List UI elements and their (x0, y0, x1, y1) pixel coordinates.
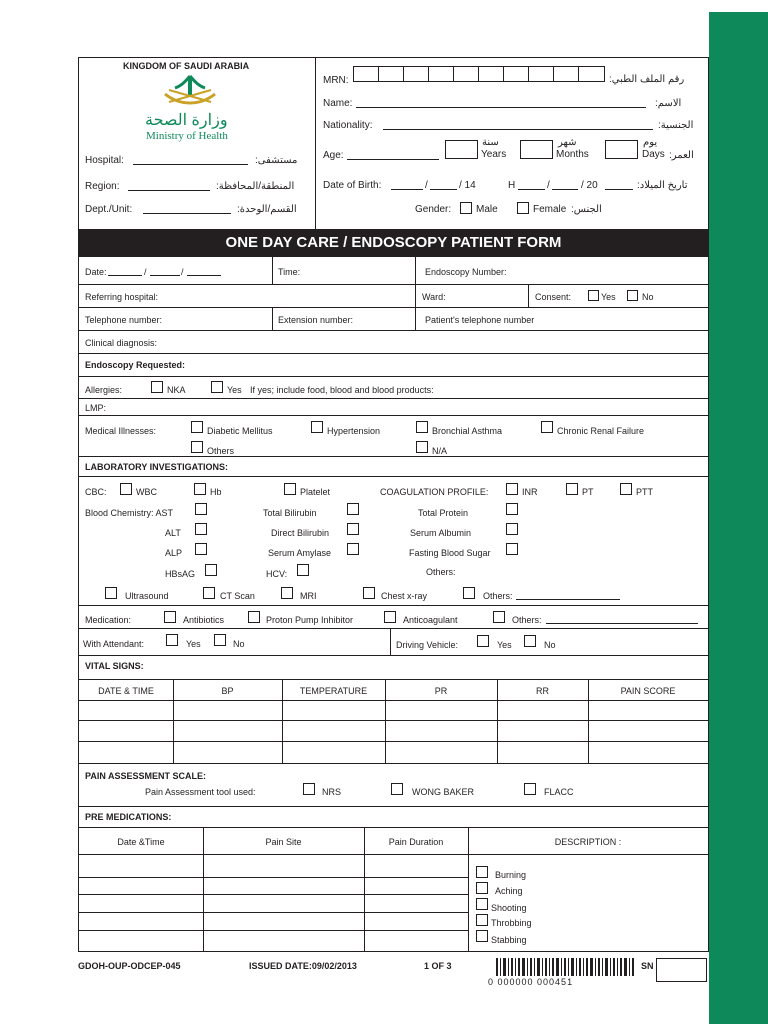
dob-slash-2: / (547, 180, 550, 191)
vitals-col-pr: PR (434, 686, 448, 696)
ward-label: Ward: (422, 292, 446, 302)
months-ar: شهر (558, 137, 577, 148)
months-box[interactable] (520, 140, 553, 159)
stabbing-checkbox[interactable] (476, 930, 488, 942)
ct-label: CT Scan (220, 591, 255, 601)
imaging-others-checkbox[interactable] (463, 587, 475, 599)
mrn-label: MRN: (323, 75, 349, 86)
vitals-col-bp: BP (221, 686, 234, 696)
driving-no-checkbox[interactable] (524, 635, 536, 647)
premed-col-site: Pain Site (265, 837, 302, 847)
hb-label: Hb (210, 487, 222, 497)
row-divider (79, 605, 708, 606)
inr-label: INR (522, 487, 538, 497)
dept-field[interactable] (143, 213, 231, 214)
ptt-checkbox[interactable] (620, 483, 632, 495)
driving-yes-checkbox[interactable] (477, 635, 489, 647)
ppi-checkbox[interactable] (248, 611, 260, 623)
years-box[interactable] (445, 140, 478, 159)
dob-year-field[interactable] (605, 189, 633, 190)
hbsag-label: HBsAG (165, 569, 196, 579)
days-label: Days (642, 149, 665, 160)
platelet-label: Platelet (300, 487, 331, 497)
wong-label: WONG BAKER (412, 787, 475, 797)
male-checkbox[interactable] (460, 202, 472, 214)
kingdom-label: KINGDOM OF SAUDI ARABIA (123, 61, 250, 71)
row-divider (79, 763, 708, 764)
medication-others-field[interactable] (546, 623, 698, 624)
amylase-label: Serum Amylase (268, 548, 332, 558)
nrs-label: NRS (322, 787, 342, 797)
dob-day-field[interactable] (391, 189, 423, 190)
referring-label: Referring hospital: (85, 292, 159, 302)
aching-checkbox[interactable] (476, 882, 488, 894)
allergy-note: If yes; include food, blood and blood products: (250, 385, 434, 395)
fasting-label: Fasting Blood Sugar (409, 548, 491, 558)
throbbing-checkbox[interactable] (476, 914, 488, 926)
vitals-col-rr: RR (536, 686, 549, 696)
row-divider (79, 307, 708, 308)
name-label-ar: الاسم: (655, 98, 682, 109)
coagulation-label: COAGULATION PROFILE: (380, 487, 489, 497)
hb-checkbox[interactable] (194, 483, 206, 495)
throbbing-label: Throbbing (491, 918, 532, 928)
vitals-title: VITAL SIGNS: (85, 661, 144, 671)
dob-20: / 20 (581, 180, 598, 191)
age-field[interactable] (347, 159, 439, 160)
dob-month-field[interactable] (430, 189, 457, 190)
shooting-checkbox[interactable] (476, 898, 488, 910)
ministry-logo (155, 72, 225, 112)
vitals-col-datetime: DATE & TIME (98, 686, 154, 696)
row-divider (79, 456, 708, 457)
hbsag-checkbox[interactable] (205, 564, 217, 576)
nka-label: NKA (167, 385, 186, 395)
page-number: 1 OF 3 (424, 961, 452, 971)
col-divider (272, 257, 273, 284)
mrn-field[interactable] (353, 66, 605, 82)
ptt-label: PTT (636, 487, 653, 497)
platelet-checkbox[interactable] (284, 483, 296, 495)
lmp-label: LMP: (85, 403, 107, 413)
issued-date: ISSUED DATE:09/02/2013 (249, 961, 357, 971)
driving-label: Driving Vehicle: (396, 640, 459, 650)
logo-arabic: وزارة الصحة (145, 112, 228, 129)
dob-14: / 14 (459, 180, 476, 191)
dob-label: Date of Birth: (323, 180, 382, 191)
ultrasound-label: Ultrasound (125, 591, 169, 601)
col-divider (390, 628, 391, 655)
dob-h: H (508, 180, 516, 191)
row-divider (79, 628, 708, 629)
albumin-checkbox[interactable] (506, 523, 518, 535)
amylase-checkbox[interactable] (347, 543, 359, 555)
row-divider (79, 877, 468, 878)
fasting-checkbox[interactable] (506, 543, 518, 555)
premed-col-description: DESCRIPTION : (554, 837, 622, 847)
xray-label: Chest x-ray (381, 591, 428, 601)
renal-checkbox[interactable] (541, 421, 553, 433)
burning-checkbox[interactable] (476, 866, 488, 878)
premed-col-duration: Pain Duration (388, 837, 444, 847)
burning-label: Burning (495, 870, 527, 880)
region-label: Region: (85, 181, 120, 192)
patient-telephone-label: Patient's telephone number (425, 315, 535, 325)
sn-field[interactable] (656, 958, 707, 982)
time-label: Time: (278, 267, 301, 277)
dob-gday-field[interactable] (518, 189, 545, 190)
dob-gmonth-field[interactable] (552, 189, 578, 190)
form-frame (78, 57, 709, 952)
total-bili-checkbox[interactable] (347, 503, 359, 515)
nrs-checkbox[interactable] (303, 783, 315, 795)
female-checkbox[interactable] (517, 202, 529, 214)
pain-tool-label: Pain Assessment tool used: (145, 787, 256, 797)
extension-label: Extension number: (278, 315, 354, 325)
gender-label-ar: الجنس: (571, 204, 602, 215)
medication-others-checkbox[interactable] (493, 611, 505, 623)
dept-label: Dept./Unit: (85, 204, 133, 215)
form-code: GDOH-OUP-ODCEP-045 (78, 961, 181, 971)
col-divider (528, 284, 529, 307)
blood-chem-label: Blood Chemistry: AST (85, 508, 174, 518)
logo-english: Ministry of Health (146, 130, 228, 142)
total-bili-label: Total Bilirubin (263, 508, 317, 518)
age-label: Age: (323, 150, 344, 161)
flacc-label: FLACC (544, 787, 574, 797)
aching-label: Aching (495, 886, 523, 896)
months-label: Months (556, 149, 589, 160)
barcode-number: 0 000000 000451 (488, 977, 574, 987)
illness-others-checkbox[interactable] (191, 441, 203, 453)
medication-others-label: Others: (512, 615, 542, 625)
pt-checkbox[interactable] (566, 483, 578, 495)
female-label: Female (533, 204, 567, 215)
ultrasound-checkbox[interactable] (105, 587, 117, 599)
consent-no-checkbox[interactable] (627, 290, 638, 301)
stabbing-label: Stabbing (491, 935, 527, 945)
date-slash-2: / (181, 267, 184, 277)
attendant-label: With Attendant: (83, 639, 145, 649)
consent-label: Consent: (535, 292, 572, 302)
inr-checkbox[interactable] (506, 483, 518, 495)
antibiotics-label: Antibiotics (183, 615, 225, 625)
wong-checkbox[interactable] (391, 783, 403, 795)
imaging-others-field[interactable] (516, 599, 620, 600)
attendant-yes-checkbox[interactable] (166, 634, 178, 646)
attendant-no-checkbox[interactable] (214, 634, 226, 646)
dept-label-ar: القسم/الوحدة: (237, 204, 297, 215)
col-divider (272, 307, 273, 330)
illness-na-label: N/A (432, 446, 448, 456)
anticoagulant-checkbox[interactable] (384, 611, 396, 623)
imaging-others-label: Others: (483, 591, 513, 601)
name-label: Name: (323, 98, 353, 109)
days-ar: يوم (643, 137, 658, 148)
cbc-label: CBC: (85, 487, 107, 497)
male-label: Male (476, 204, 498, 215)
premed-col-datetime: Date &Time (117, 837, 165, 847)
region-label-ar: المنطقة/المحافظة: (216, 181, 295, 192)
antibiotics-checkbox[interactable] (164, 611, 176, 623)
vitals-col-pain: PAIN SCORE (620, 686, 676, 696)
date-slash: / (144, 267, 147, 277)
form-title: ONE DAY CARE / ENDOSCOPY PATIENT FORM (225, 234, 562, 251)
endoscopy-number-label: Endoscopy Number: (425, 267, 507, 277)
wbc-label: WBC (136, 487, 157, 497)
row-divider (469, 854, 708, 855)
row-divider (79, 827, 708, 828)
flacc-checkbox[interactable] (524, 783, 536, 795)
mri-checkbox[interactable] (281, 587, 293, 599)
green-side-band (709, 12, 768, 1024)
allergy-yes-checkbox[interactable] (211, 381, 223, 393)
row-divider (79, 930, 468, 931)
total-protein-checkbox[interactable] (506, 503, 518, 515)
lab-title: LABORATORY INVESTIGATIONS: (85, 462, 229, 472)
hcv-label: HCV: (266, 569, 288, 579)
medication-label: Medication: (85, 615, 132, 625)
allergies-label: Allergies: (85, 385, 123, 395)
endoscopy-requested-label: Endoscopy Requested: (85, 360, 186, 370)
lab-others-label: Others: (426, 567, 456, 577)
ct-checkbox[interactable] (203, 587, 215, 599)
age-label-ar: العمر: (669, 150, 694, 161)
alt-label: ALT (165, 528, 181, 538)
years-ar: سنة (482, 137, 499, 148)
illness-na-checkbox[interactable] (416, 441, 428, 453)
date-day-field[interactable] (108, 275, 142, 276)
illness-others-label: Others (207, 446, 235, 456)
row-divider (79, 353, 708, 354)
mrn-label-ar: رقم الملف الطبي: (609, 74, 685, 85)
row-divider (79, 476, 708, 477)
col-divider (415, 257, 416, 330)
row-divider (79, 330, 708, 331)
nka-checkbox[interactable] (151, 381, 163, 393)
row-divider (79, 415, 708, 416)
shooting-label: Shooting (491, 903, 527, 913)
direct-bili-checkbox[interactable] (347, 523, 359, 535)
nationality-label: Nationality: (323, 120, 373, 131)
row-divider (79, 398, 708, 399)
hospital-field[interactable] (133, 164, 248, 165)
diabetic-checkbox[interactable] (191, 421, 203, 433)
region-field[interactable] (128, 190, 210, 191)
renal-label: Chronic Renal Failure (557, 426, 645, 436)
wbc-checkbox[interactable] (120, 483, 132, 495)
direct-bili-label: Direct Bilirubin (271, 528, 330, 538)
driving-yes-label: Yes (497, 640, 512, 650)
gender-label: Gender: (415, 204, 452, 215)
date-label: Date: (85, 267, 107, 277)
dob-slash: / (425, 180, 428, 191)
total-protein-label: Total Protein (418, 508, 469, 518)
dob-label-ar: تاريخ الميلاد: (637, 180, 688, 191)
vitals-col-temp: TEMPERATURE (299, 686, 368, 696)
telephone-label: Telephone number: (85, 315, 163, 325)
date-month-field[interactable] (150, 275, 180, 276)
allergy-yes-label: Yes (227, 385, 242, 395)
date-year-field[interactable] (187, 275, 221, 276)
consent-yes-checkbox[interactable] (588, 290, 599, 301)
consent-no-label: No (642, 292, 654, 302)
barcode (496, 958, 636, 976)
asthma-label: Bronchial Asthma (432, 426, 503, 436)
alt-checkbox[interactable] (195, 523, 207, 535)
sn-label: SN (641, 961, 654, 971)
driving-no-label: No (544, 640, 556, 650)
row-divider (79, 655, 708, 656)
alp-label: ALP (165, 548, 183, 558)
ast-checkbox[interactable] (195, 503, 207, 515)
hospital-label-ar: مستشفى: (255, 155, 298, 166)
row-divider (79, 376, 708, 377)
mri-label: MRI (300, 591, 317, 601)
hospital-label: Hospital: (85, 155, 124, 166)
row-divider (79, 894, 468, 895)
row-divider (79, 284, 708, 285)
row-divider (79, 912, 468, 913)
asthma-checkbox[interactable] (416, 421, 428, 433)
hypertension-checkbox[interactable] (311, 421, 323, 433)
diabetic-label: Diabetic Mellitus (207, 426, 273, 436)
nationality-field[interactable] (383, 129, 653, 130)
row-divider (79, 806, 708, 807)
clinical-diagnosis-label: Clinical diagnosis: (85, 338, 158, 348)
row-divider (79, 854, 468, 855)
attendant-no-label: No (233, 639, 245, 649)
years-label: Years (481, 149, 507, 160)
header-divider (315, 57, 316, 229)
pain-title: PAIN ASSESSMENT SCALE: (85, 771, 207, 781)
premed-title: PRE MEDICATIONS: (85, 812, 172, 822)
anticoagulant-label: Anticoagulant (403, 615, 458, 625)
alp-checkbox[interactable] (195, 543, 207, 555)
xray-checkbox[interactable] (363, 587, 375, 599)
attendant-yes-label: Yes (186, 639, 201, 649)
albumin-label: Serum Albumin (410, 528, 472, 538)
pt-label: PT (582, 487, 594, 497)
hypertension-label: Hypertension (327, 426, 381, 436)
nationality-label-ar: الجنسية: (658, 120, 694, 131)
consent-yes-label: Yes (601, 292, 616, 302)
days-box[interactable] (605, 140, 638, 159)
medical-illnesses-label: Medical Illnesses: (85, 426, 157, 436)
name-field[interactable] (356, 107, 646, 108)
hcv-checkbox[interactable] (297, 564, 309, 576)
ppi-label: Proton Pump Inhibitor (266, 615, 354, 625)
